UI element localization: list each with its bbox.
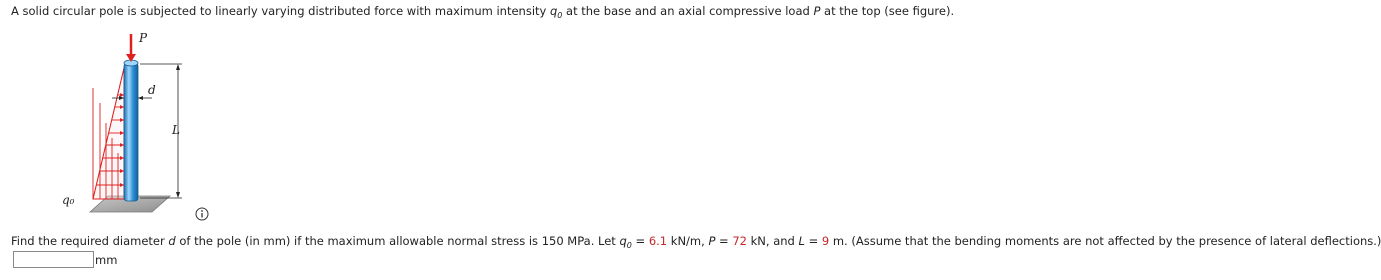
answer-input[interactable] xyxy=(13,251,94,268)
unit-label: mm xyxy=(95,253,118,267)
distributed-load xyxy=(93,68,124,199)
question-statement: Find the required diameter d of the pole (in mm) if the maximum allowable normal stress is 150 MPa. Let $q_0 = 6.1$ kN/m, P = 72 kN, and L = 9 m. (Assume that the bending moments are not affected by the presence of lateral deflections.) xyxy=(11,234,1381,250)
label-q0: q₀ xyxy=(62,193,75,207)
label-p: P xyxy=(139,31,148,45)
problem-text: at the base and an axial compressive load xyxy=(562,4,814,18)
label-l: L xyxy=(172,123,180,137)
load-p-arrow xyxy=(126,34,136,62)
info-circle-icon[interactable] xyxy=(195,207,209,221)
problem-text: at the top (see figure). xyxy=(820,4,955,18)
d-symbol: d xyxy=(168,234,176,248)
pole-figure xyxy=(40,28,220,228)
l-value: 9 xyxy=(821,234,830,248)
q0-value: 6.1 xyxy=(648,234,668,248)
p-value: 72 xyxy=(732,234,747,248)
problem-statement xyxy=(11,4,954,18)
q0-symbol: $q_0$ xyxy=(619,234,632,250)
pole xyxy=(124,63,138,201)
l-symbol: L xyxy=(798,234,805,248)
problem-text: A solid circular pole is subjected to linearly varying distributed force with maximum intensity xyxy=(11,4,550,18)
p-symbol: P xyxy=(813,4,821,18)
p-symbol: P xyxy=(708,234,716,248)
label-d: d xyxy=(148,83,156,97)
q0-symbol: $q_0$ xyxy=(549,4,563,20)
